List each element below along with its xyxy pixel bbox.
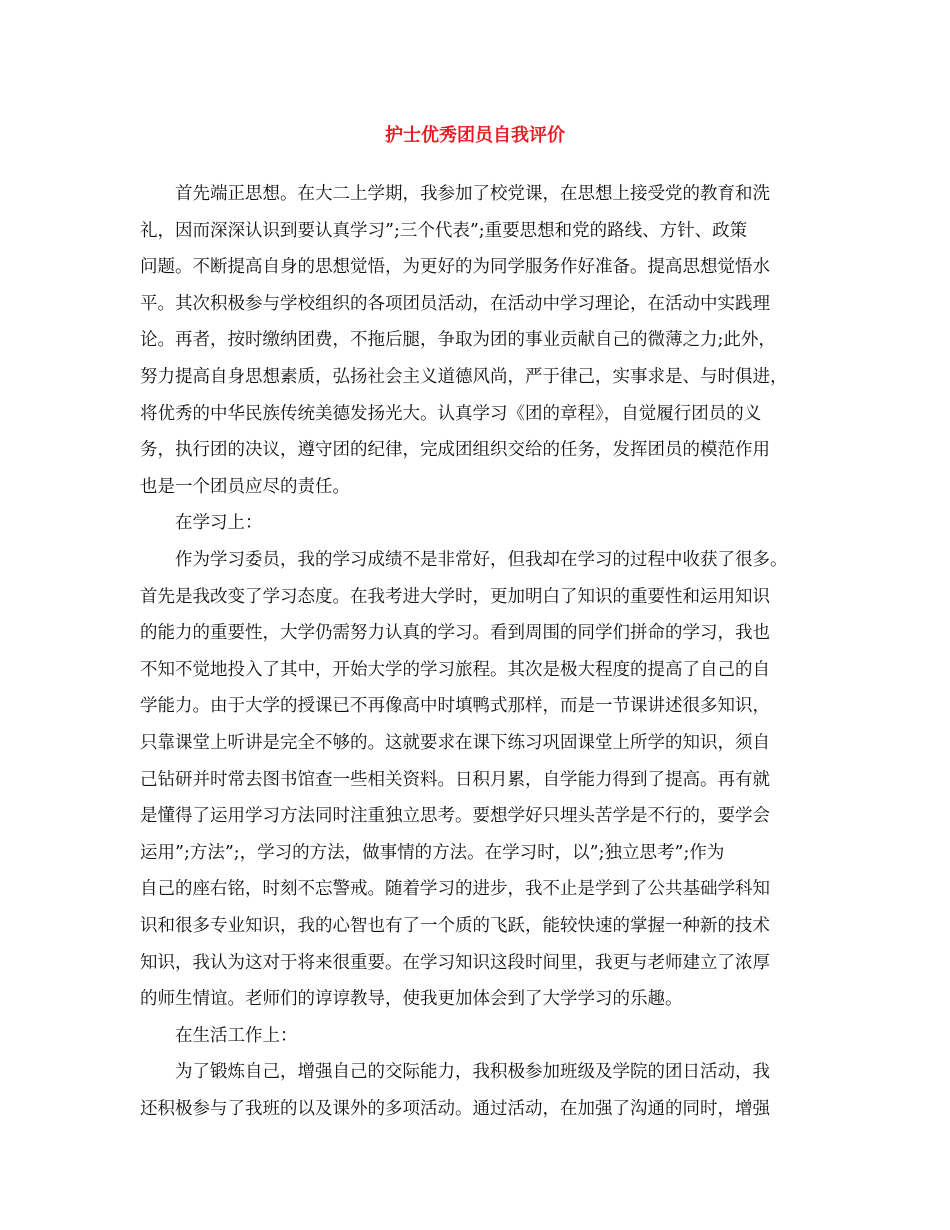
paragraph-line: 务，执行团的决议，遵守团的纪律，完成团组织交给的任务，发挥团员的模范作用 xyxy=(140,440,770,461)
paragraph-line: 的师生情谊。老师们的谆谆教导，使我更加体会到了大学学习的乐趣。 xyxy=(140,989,683,1010)
paragraph-line: 是懂得了运用学习方法同时注重独立思考。要想学好只埋头苦学是不行的，要学会 xyxy=(140,806,770,827)
paragraph-line: 己钻研并时常去图书馆查一些相关资料。日积月累，自学能力得到了提高。再有就 xyxy=(140,769,770,790)
paragraph-line: 识和很多专业知识，我的心智也有了一个质的飞跃，能较快速的掌握一种新的技术 xyxy=(140,916,770,936)
paragraph-line: 努力提高自身思想素质，弘扬社会主义道德风尚，严于律己，实事求是、与时俱进， xyxy=(140,367,788,387)
paragraph-line: 知识，我认为这对于将来很重要。在学习知识这段时间里，我更与老师建立了浓厚 xyxy=(140,952,770,973)
paragraph-line: 只靠课堂上听讲是完全不够的。这就要求在课下练习巩固课堂上所学的知识，须自 xyxy=(140,733,770,753)
paragraph-line: 还积极参与了我班的以及课外的多项活动。通过活动，在加强了沟通的同时，增强 xyxy=(140,1099,770,1119)
paragraph-line: 首先端正思想。在大二上学期，我参加了校党课，在思想上接受党的教育和洗 xyxy=(175,184,770,204)
paragraph-line: 为了锻炼自己，增强自己的交际能力，我积极参加班级及学院的团日活动，我 xyxy=(175,1062,770,1083)
paragraph-line: 将优秀的中华民族传统美德发扬光大。认真学习《团的章程》，自觉履行团员的义 xyxy=(140,403,762,424)
section-heading: 在生活工作上： xyxy=(175,1025,298,1046)
paragraph-line: 自己的座右铭，时刻不忘警戒。随着学习的进步，我不止是学到了公共基础学科知 xyxy=(140,879,770,900)
paragraph-line: 礼，因而深深认识到要认真学习”;三个代表”;重要思想和党的路线、方针、政策 xyxy=(140,220,748,241)
document-title: 护士优秀团员自我评价 xyxy=(385,125,565,146)
paragraph-line: 首先是我改变了学习态度。在我考进大学时，更加明白了知识的重要性和运用知识 xyxy=(140,586,770,607)
paragraph-line: 运用”;方法”;，学习的方法，做事情的方法。在学习时，以”;独立思考”;作为 xyxy=(140,842,725,863)
paragraph-line: 问题。不断提高自身的思想觉悟，为更好的为同学服务作好准备。提高思想觉悟水 xyxy=(140,257,770,278)
paragraph-line: 学能力。由于大学的授课已不再像高中时填鸭式那样，而是一节课讲述很多知识， xyxy=(140,696,770,717)
paragraph-line: 作为学习委员，我的学习成绩不是非常好，但我却在学习的过程中收获了很多。 xyxy=(175,550,788,570)
paragraph-line: 平。其次积极参与学校组织的各项团员活动，在活动中学习理论，在活动中实践理 xyxy=(140,293,770,314)
paragraph-line: 论。再者，按时缴纳团费，不拖后腿，争取为团的事业贡献自己的微薄之力;此外， xyxy=(140,330,776,351)
section-heading: 在学习上： xyxy=(175,513,263,534)
paragraph-line: 的能力的重要性，大学仍需努力认真的学习。看到周围的同学们拼命的学习，我也 xyxy=(140,623,770,644)
paragraph-line: 也是一个团员应尽的责任。 xyxy=(140,476,350,497)
paragraph-line: 不知不觉地投入了其中，开始大学的学习旅程。其次是极大程度的提高了自己的自 xyxy=(140,659,770,680)
